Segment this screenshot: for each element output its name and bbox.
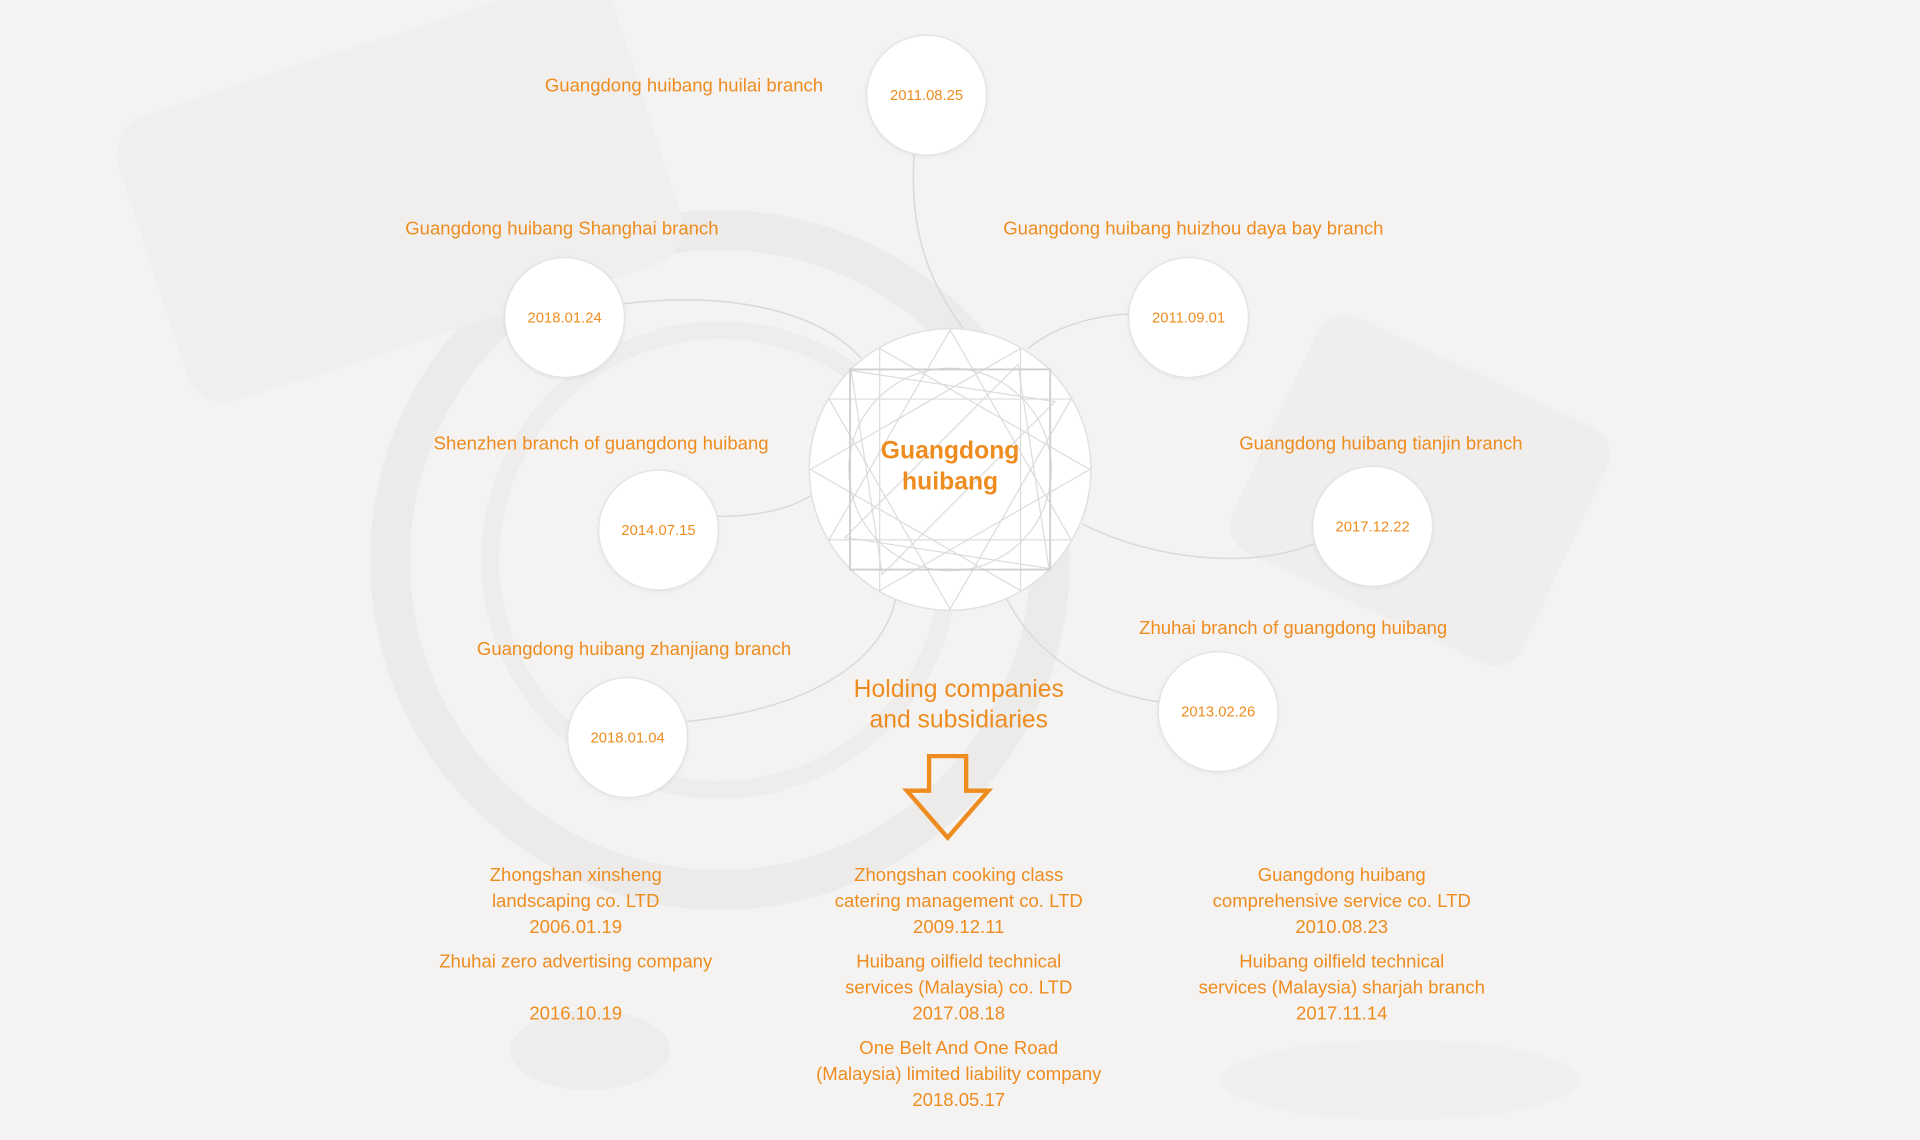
branch-date: 2018.01.24	[527, 308, 602, 327]
company-name-line2: comprehensive service co. LTD	[1212, 890, 1471, 912]
company-item	[1156, 862, 1527, 940]
branch-node-zhanjiang	[567, 677, 688, 798]
branch-node-zhuhai	[1158, 651, 1279, 772]
branch-label-huizhou: Guangdong huibang huizhou daya bay branch	[1003, 218, 1384, 240]
holding-title-line2: and subsidiaries	[869, 706, 1049, 734]
center-title-line1: Guangdong	[880, 437, 1020, 465]
company-name-line1: Zhongshan xinsheng	[489, 864, 662, 886]
branch-date: 2017.12.22	[1335, 517, 1410, 535]
company-name-line2: services (Malaysia) sharjah branch	[1198, 977, 1485, 999]
company-name-line2: services (Malaysia) co. LTD	[845, 977, 1073, 999]
branch-date: 2013.02.26	[1181, 702, 1256, 721]
company-name-line1: Zhuhai zero advertising company	[439, 951, 713, 973]
company-date: 2010.08.23	[1295, 916, 1389, 938]
branch-label-zhuhai: Zhuhai branch of guangdong huibang	[1139, 617, 1448, 639]
connector-tianjin	[1082, 524, 1314, 559]
branch-node-shenzhen	[598, 469, 719, 590]
center-title	[808, 436, 1092, 498]
company-name-line2	[390, 975, 761, 1001]
branch-node-shanghai	[504, 257, 625, 378]
branch-node-huizhou	[1128, 257, 1249, 378]
company-item	[1156, 949, 1527, 1027]
company-name-line1: Guangdong huibang	[1257, 864, 1426, 886]
branch-node-tianjin	[1312, 466, 1433, 587]
connector-shenzhen	[717, 494, 813, 516]
branch-label-shanghai: Guangdong huibang Shanghai branch	[405, 218, 719, 240]
down-arrow-icon	[902, 754, 993, 843]
company-date: 2017.08.18	[912, 1003, 1006, 1025]
company-date: 2016.10.19	[529, 1003, 623, 1025]
company-name-line1: Huibang oilfield technical	[1239, 951, 1445, 973]
branch-date: 2018.01.04	[590, 728, 665, 747]
center-title-line2: huibang	[902, 468, 999, 496]
branch-label-tianjin: Guangdong huibang tianjin branch	[1239, 433, 1523, 455]
connector-huilai	[913, 154, 967, 333]
branch-label-huilai: Guangdong huibang huilai branch	[544, 75, 824, 97]
branch-date: 2014.07.15	[621, 521, 696, 539]
branch-date: 2011.09.01	[1151, 308, 1226, 327]
company-name-line2: (Malaysia) limited liability company	[816, 1063, 1102, 1085]
company-date: 2009.12.11	[913, 916, 1005, 938]
company-item	[773, 949, 1144, 1027]
company-item	[773, 1035, 1144, 1113]
branch-label-zhanjiang: Guangdong huibang zhanjiang branch	[476, 638, 792, 660]
company-item	[773, 862, 1144, 940]
company-item	[390, 862, 761, 940]
branch-date: 2011.08.25	[890, 86, 964, 104]
company-name-line2: landscaping co. LTD	[491, 890, 660, 912]
company-date: 2006.01.19	[529, 916, 623, 938]
company-name-line1: Zhongshan cooking class	[854, 864, 1064, 886]
company-name-line1: One Belt And One Road	[859, 1037, 1059, 1059]
company-item	[390, 949, 761, 1027]
company-date: 2017.11.14	[1296, 1003, 1388, 1025]
company-name-line2: catering management co. LTD	[834, 890, 1083, 912]
branch-node-huilai	[866, 35, 987, 156]
holding-title-line1: Holding companies	[853, 675, 1064, 703]
holding-title	[791, 675, 1127, 737]
branch-label-shenzhen: Shenzhen branch of guangdong huibang	[433, 433, 769, 455]
company-date: 2018.05.17	[912, 1089, 1006, 1111]
company-name-line1: Huibang oilfield technical	[856, 951, 1062, 973]
